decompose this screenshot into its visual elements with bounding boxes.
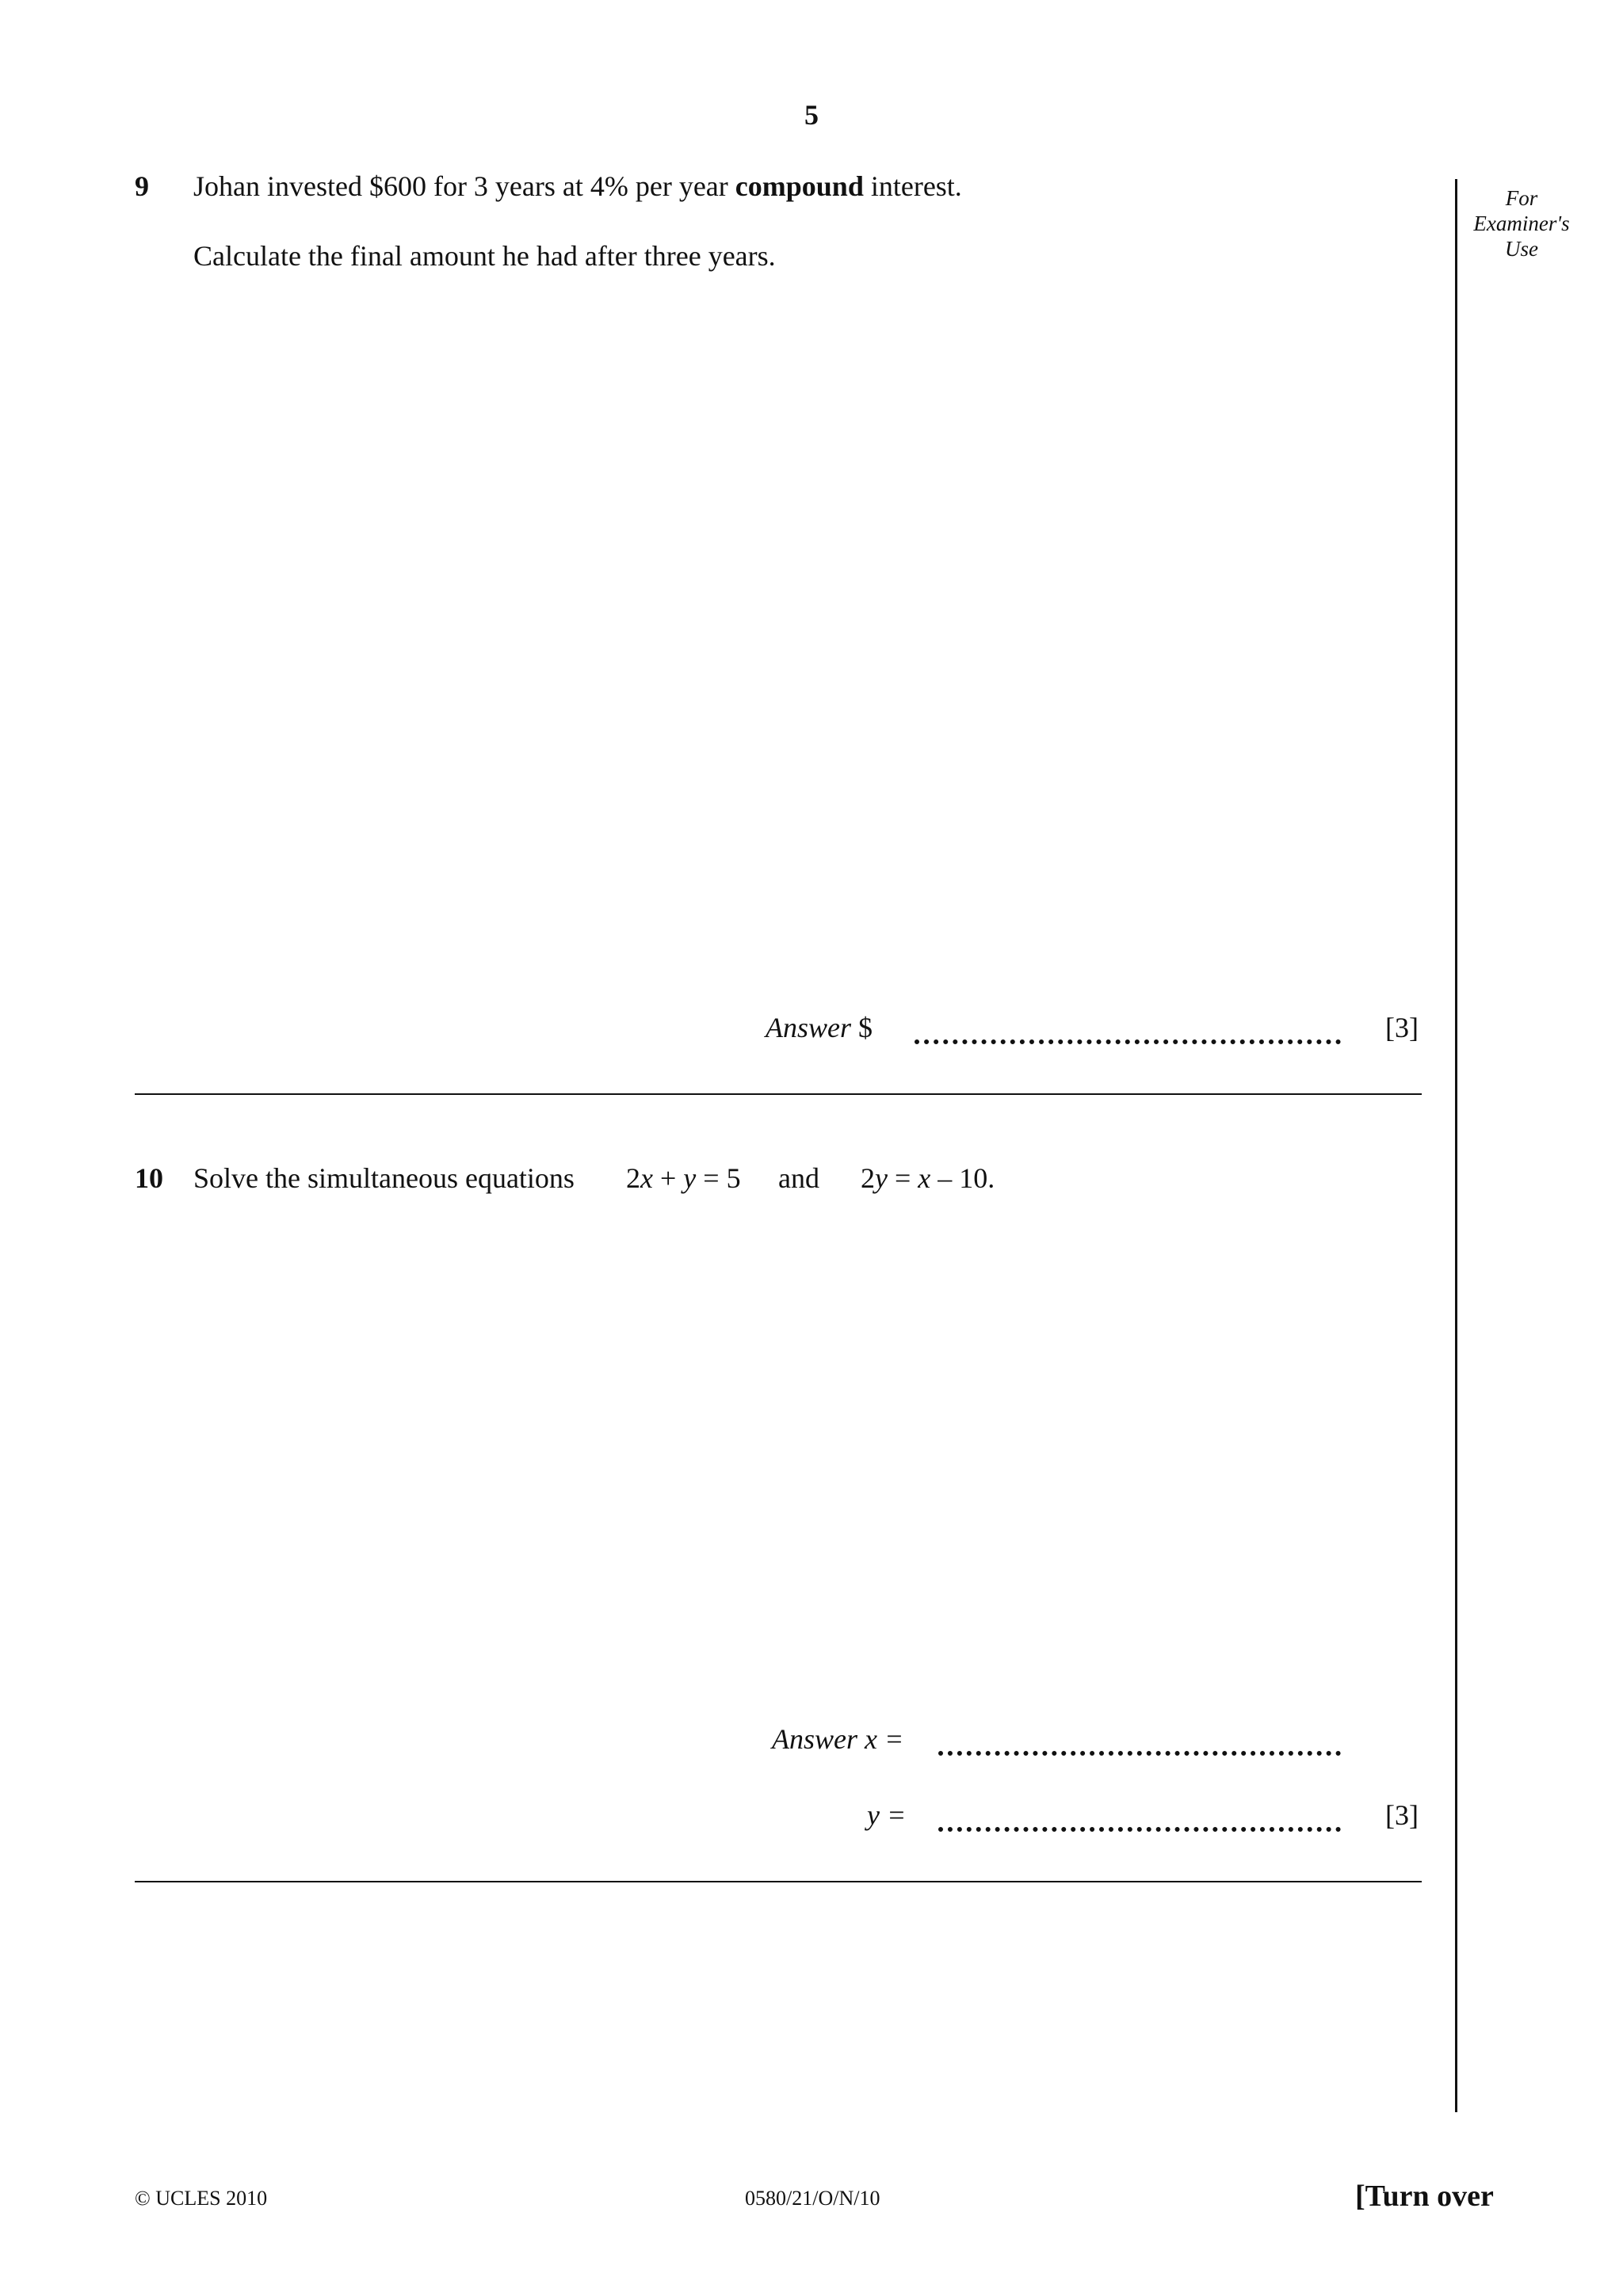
examiner-margin-rule	[1455, 179, 1457, 2112]
footer-copyright: © UCLES 2010	[135, 2187, 268, 2210]
eq2-y: y	[875, 1162, 888, 1194]
q9-text-pre: Johan invested $600 for 3 years at 4% per year	[193, 170, 735, 202]
eq1-plus: +	[652, 1162, 684, 1194]
q10-answer-x-field[interactable]	[938, 1751, 1341, 1756]
q10-answer-x-label: Answer x =	[772, 1723, 904, 1755]
examiner-line-1: For	[1505, 186, 1538, 210]
question-9-instruction: Calculate the final amount he had after three years.	[193, 240, 776, 272]
eq2-rhs: – 10.	[930, 1162, 995, 1194]
question-10-number: 10	[135, 1162, 163, 1194]
q10-answer-y-field[interactable]	[938, 1827, 1341, 1832]
q10-divider	[135, 1881, 1422, 1882]
q10-connector: and	[778, 1162, 819, 1194]
eq1-y: y	[683, 1162, 697, 1194]
q9-answer-word: Answer	[766, 1012, 851, 1043]
eq1-x: x	[640, 1162, 653, 1194]
q9-marks: [3]	[1385, 1012, 1419, 1043]
q9-answer-field[interactable]	[915, 1039, 1341, 1044]
footer-turn-over: [Turn over	[1355, 2180, 1494, 2213]
examiner-line-3: Use	[1505, 237, 1538, 261]
question-9-number: 9	[135, 170, 149, 202]
examiner-use-label	[1458, 185, 1585, 261]
question-9-text	[193, 170, 962, 203]
question-10-text: Solve the simultaneous equations	[193, 1162, 575, 1194]
footer-paper-code: 0580/21/O/N/10	[745, 2187, 880, 2210]
page-number: 5	[804, 99, 819, 131]
eq2-coef: 2	[861, 1162, 875, 1194]
q9-text-bold: compound	[735, 170, 864, 202]
eq1-rhs: = 5	[696, 1162, 741, 1194]
q10-equation-2	[861, 1161, 995, 1195]
q10-equation-1	[626, 1161, 741, 1195]
q10-answer-y-label: y =	[867, 1799, 907, 1831]
eq1-coef: 2	[626, 1162, 640, 1194]
q9-text-post: interest.	[863, 170, 962, 202]
eq2-x: x	[918, 1162, 931, 1194]
eq2-equals: =	[887, 1162, 918, 1194]
q10-marks: [3]	[1385, 1799, 1419, 1831]
q9-answer-label	[766, 1011, 873, 1044]
examiner-line-2: Examiner's	[1473, 212, 1570, 235]
q9-divider	[135, 1093, 1422, 1095]
q9-answer-unit: $	[858, 1012, 873, 1043]
